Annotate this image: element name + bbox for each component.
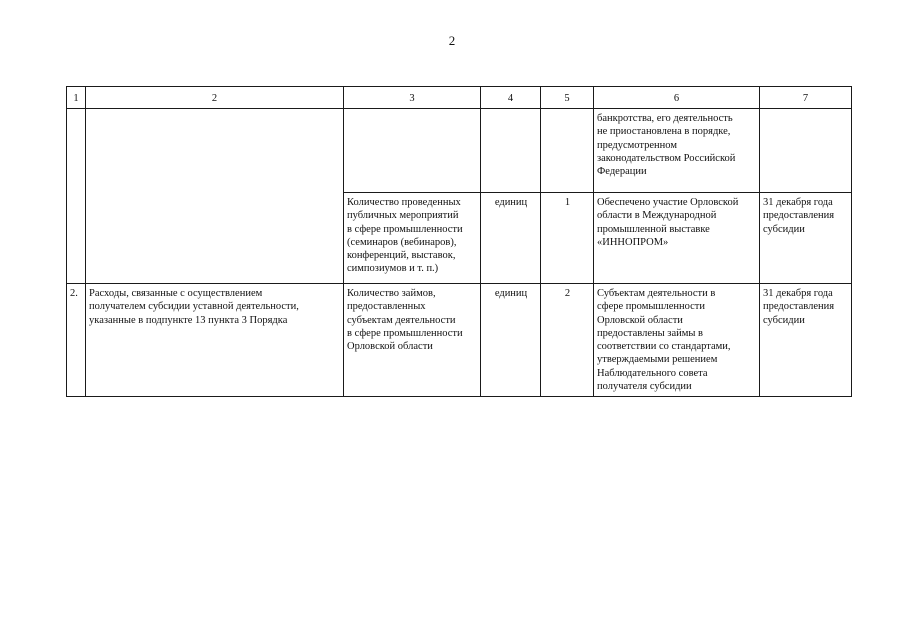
column-header-2: 2 [86,87,344,109]
cell-deadline: 31 декабря года предоставления субсидии [760,284,852,397]
cell-result: Субъектам деятельности в сфере промышленности Орловской области предоставлены займы в соответствии со стандартами, утверждаемыми решением Наблюдательного совета получателя субсидии [594,284,760,397]
cell-value: 1 [541,193,594,284]
cell-unit: единиц [481,193,541,284]
table-row-continuation [67,109,852,193]
cell-deadline [760,109,852,193]
column-header-4: 4 [481,87,541,109]
cell-result: Обеспечено участие Орловской области в Международной промышленной выставке «ИННОПРОМ» [594,193,760,284]
column-header-1: 1 [67,87,86,109]
cell-value: 2 [541,284,594,397]
cell-expense: Расходы, связанные с осуществлением получателем субсидии уставной деятельности, указанные в подпункте 13 пункта 3 Порядка [86,284,344,397]
cell-expense [86,109,344,284]
column-header-7: 7 [760,87,852,109]
plan-table [66,86,852,397]
cell-deadline: 31 декабря года предоставления субсидии [760,193,852,284]
column-header-3: 3 [344,87,481,109]
cell-result: банкротства, его деятельность не приостановлена в порядке, предусмотренном законодательством Российской Федерации [594,109,760,193]
cell-indicator: Количество займов, предоставленных субъектам деятельности в сфере промышленности Орловской области [344,284,481,397]
page-number: 2 [448,33,456,48]
column-header-6: 6 [594,87,760,109]
cell-unit [481,109,541,193]
table-row-loans [67,284,852,397]
header-row [67,87,852,109]
cell-unit: единиц [481,284,541,397]
cell-num [67,109,86,284]
cell-indicator [344,109,481,193]
cell-num: 2. [67,284,86,397]
column-header-5: 5 [541,87,594,109]
cell-value [541,109,594,193]
cell-indicator: Количество проведенных публичных мероприятий в сфере промышленности (семинаров (вебинаров), конференций, выставок, симпозиумов и т. п.) [344,193,481,284]
